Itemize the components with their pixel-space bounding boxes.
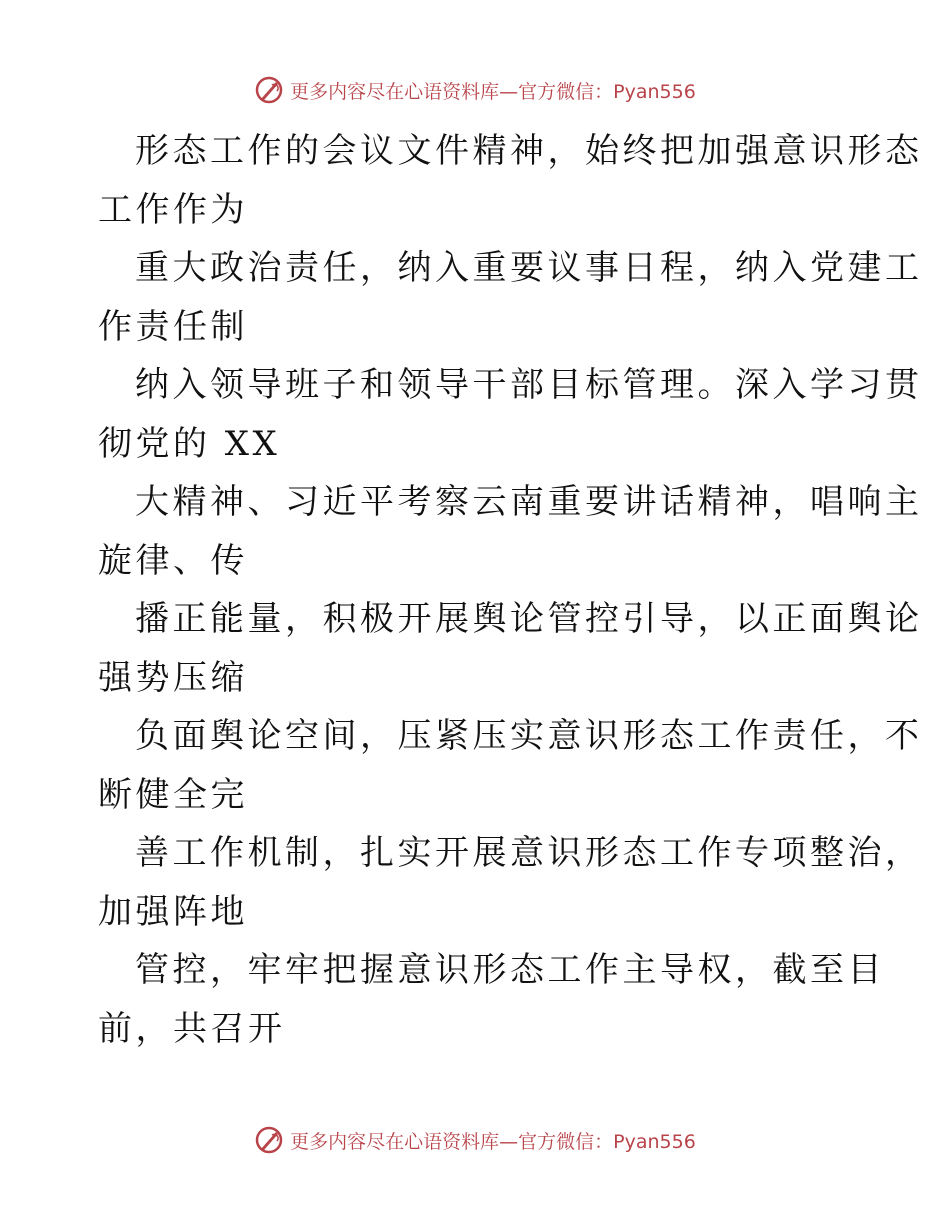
quill-pen-logo-icon <box>254 75 284 105</box>
paragraph-line: 彻党的 XX <box>98 423 281 464</box>
paragraph-line: 旋律、传 <box>98 540 248 581</box>
paragraph-line: 加强阵地 <box>98 891 248 932</box>
header-banner-text: 更多内容尽在心语资料库—官方微信：Pyan556 <box>290 80 696 103</box>
footer-banner <box>0 1120 950 1160</box>
paragraph-line: 管控，牢牢把握意识形态工作主导权，截至目 <box>135 950 885 990</box>
quill-pen-logo-icon <box>254 1125 284 1155</box>
paragraph-line: 前，共召开 <box>98 1008 286 1049</box>
footer-banner-text: 更多内容尽在心语资料库—官方微信：Pyan556 <box>290 1130 696 1153</box>
paragraph-line: 重大政治责任，纳入重要议事日程，纳入党建工 <box>135 248 923 288</box>
paragraph-line: 播正能量，积极开展舆论管控引导，以正面舆论 <box>135 599 923 639</box>
header-banner <box>0 70 950 110</box>
paragraph-line: 工作作为 <box>98 189 248 230</box>
paragraph-line: 作责任制 <box>98 306 248 347</box>
paragraph-line: 纳入领导班子和领导干部目标管理。深入学习贯 <box>135 365 923 405</box>
document-body <box>98 122 923 1058</box>
paragraph-line: 断健全完 <box>98 774 248 815</box>
paragraph-line: 负面舆论空间，压紧压实意识形态工作责任，不 <box>135 716 923 756</box>
paragraph-line: 强势压缩 <box>98 657 248 698</box>
paragraph-line: 形态工作的会议文件精神，始终把加强意识形态 <box>135 131 923 171</box>
paragraph-line: 大精神、习近平考察云南重要讲话精神，唱响主 <box>135 482 923 522</box>
paragraph-line: 善工作机制，扎实开展意识形态工作专项整治， <box>135 833 923 873</box>
